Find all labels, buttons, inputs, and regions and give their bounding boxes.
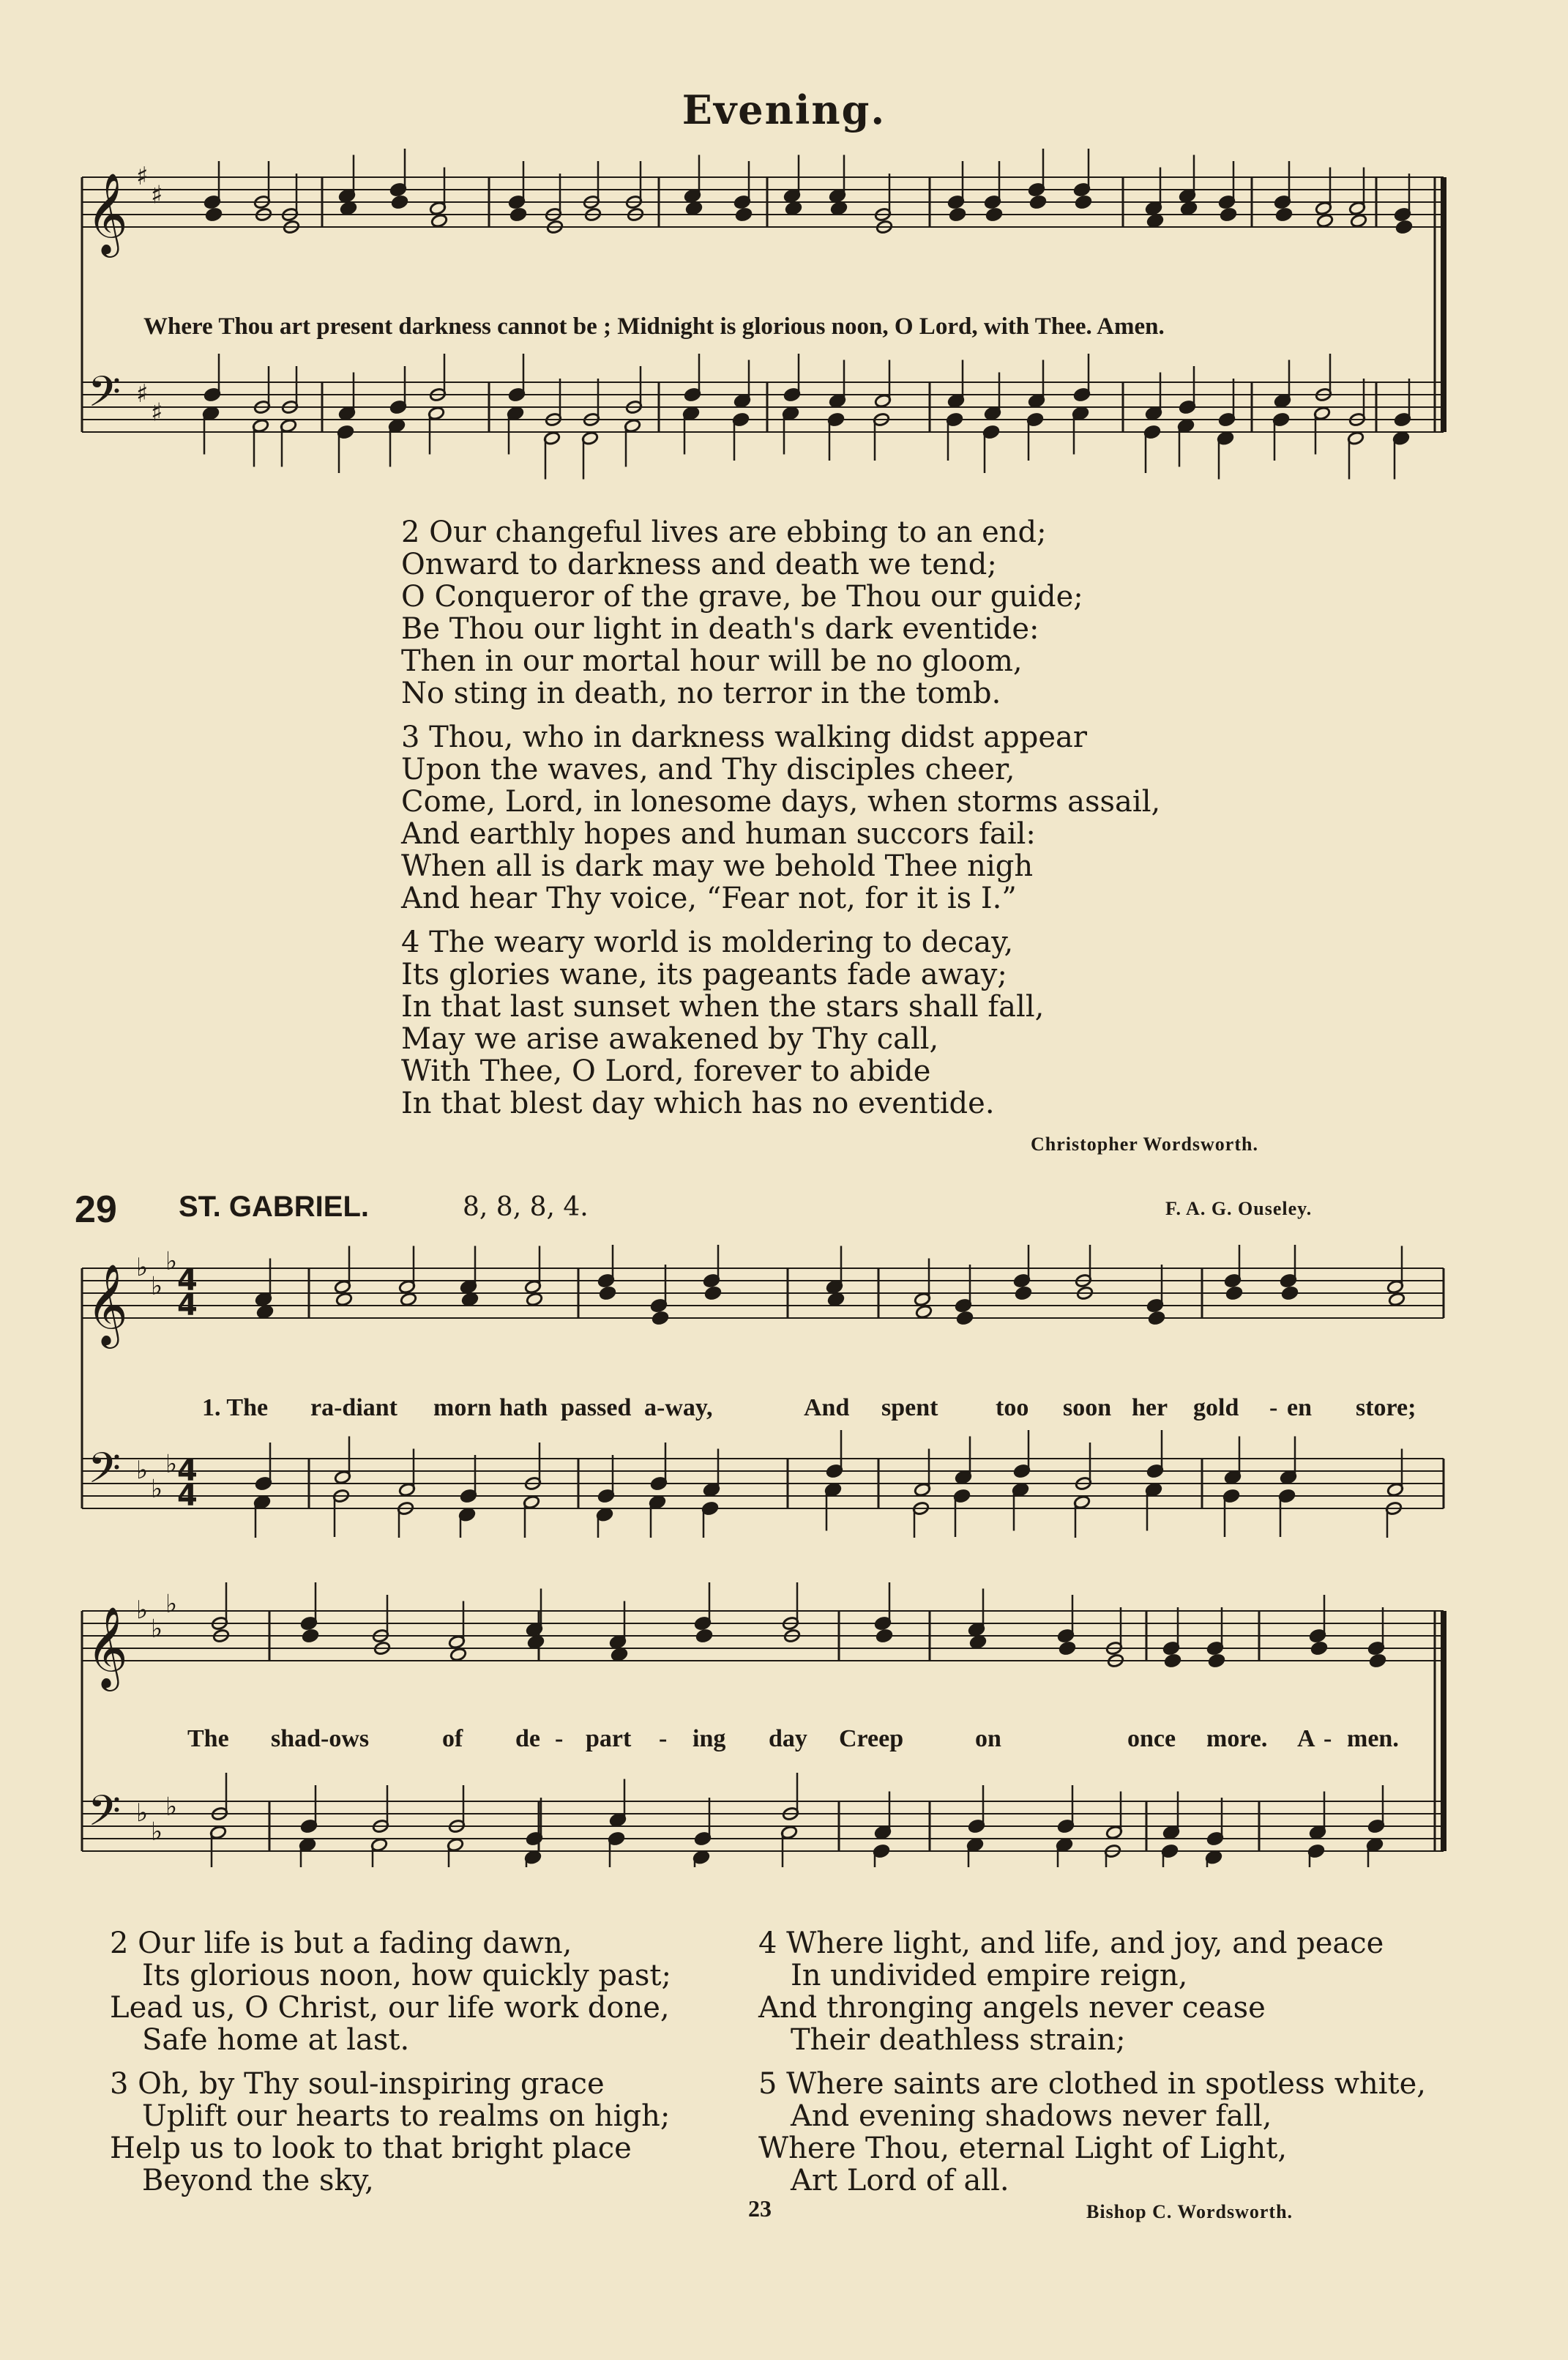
note-head	[1275, 207, 1293, 222]
lyric-syllable: morn	[433, 1394, 492, 1421]
verse-line: May we arise awakened by Thy call,	[401, 1022, 939, 1056]
lyric-syllable: gold	[1193, 1394, 1239, 1421]
hymn-author: Christopher Wordsworth.	[1031, 1134, 1258, 1155]
note-head	[205, 207, 223, 222]
lyric-syllable: once	[1127, 1725, 1176, 1752]
time-signature: 4	[177, 1479, 198, 1513]
key-signature-icon: ♭	[136, 1456, 149, 1485]
lyric-syllable: -	[1269, 1394, 1278, 1421]
composer: F. A. G. Ouseley.	[1165, 1198, 1313, 1219]
note-head	[391, 195, 408, 209]
verse-line: Art Lord of all.	[791, 2164, 1009, 2197]
lyric-syllable: spent	[881, 1394, 938, 1421]
verse-left-2	[110, 1927, 671, 2056]
lyric-syllable: hath	[499, 1394, 548, 1421]
lyric-syllable: her	[1132, 1394, 1168, 1421]
lyric-syllable: And	[804, 1394, 850, 1421]
verse-line: Then in our mortal hour will be no gloom,	[401, 644, 1023, 678]
key-signature-icon: ♯	[136, 162, 149, 191]
verse-line: And evening shadows never fall,	[791, 2099, 1272, 2133]
lyric-syllable: passed	[561, 1394, 632, 1421]
note-head	[652, 1311, 669, 1325]
hymn-lyric-line: Where Thou art present darkness cannot be ; Midnight is glorious noon, O Lord, with Thee. Amen.	[143, 313, 1165, 340]
bass-clef-icon: 𝄢	[88, 1786, 122, 1847]
lyric-syllable: -	[1324, 1725, 1332, 1752]
note-head	[785, 201, 802, 216]
verse-line: 2 Our life is but a fading dawn,	[110, 1927, 572, 1960]
verse-line: And hear Thy voice, “Fear not, for it is I.”	[401, 882, 1017, 915]
lyric-syllable: on	[975, 1725, 1001, 1752]
verse-line: And thronging angels never cease	[758, 1991, 1266, 2025]
key-signature-icon: ♭	[151, 1614, 163, 1644]
note-head	[949, 207, 966, 222]
note-head	[704, 1286, 722, 1300]
note-head	[915, 1305, 933, 1319]
verse-line: Beyond the sky,	[142, 2164, 374, 2197]
verse-line: O Conqueror of the grave, be Thou our guide;	[401, 580, 1083, 614]
verse-line: Onward to darkness and death we tend;	[401, 548, 997, 581]
key-signature-icon: ♭	[165, 1246, 178, 1276]
lyric-syllable: of	[442, 1725, 463, 1752]
note-head	[400, 1292, 417, 1307]
verse-line: Help us to look to that bright place	[110, 2132, 632, 2165]
lyric-syllable: part	[586, 1725, 632, 1752]
verse-left-3	[110, 2068, 670, 2197]
note-head	[1395, 220, 1413, 234]
note-head	[1059, 1641, 1076, 1656]
verse-block-2	[401, 516, 1083, 710]
key-signature-icon: ♯	[151, 398, 163, 428]
page-number: 23	[748, 2195, 772, 2222]
verse-line: In that last sunset when the stars shall fall,	[401, 990, 1045, 1024]
treble-clef-icon: 𝄞	[86, 172, 128, 254]
verse-line: Upon the waves, and Thy disciples cheer,	[401, 753, 1015, 786]
key-signature-icon: ♭	[151, 1271, 163, 1301]
verse-line: Come, Lord, in lonesome days, when storms assail,	[401, 785, 1161, 819]
time-signature: 4	[177, 1289, 198, 1322]
lyric-syllable: ra-diant	[310, 1394, 397, 1421]
note-head	[827, 1292, 845, 1307]
verse-line: Uplift our hearts to realms on high;	[142, 2099, 671, 2133]
note-head	[1388, 1292, 1405, 1307]
key-signature-icon: ♭	[151, 1817, 163, 1847]
bass-clef-icon: 𝄢	[88, 367, 122, 428]
note-head	[1075, 195, 1092, 209]
note-head	[1015, 1286, 1032, 1300]
note-head	[685, 201, 703, 216]
lyric-syllable: Creep	[839, 1725, 904, 1752]
treble-clef-icon: 𝄞	[86, 1263, 128, 1345]
verse-right-4	[758, 1927, 1384, 2056]
lyric-syllable: A	[1297, 1725, 1315, 1752]
note-head	[1164, 1653, 1181, 1668]
verse-right-5	[758, 2068, 1426, 2197]
note-head	[1029, 195, 1047, 209]
lyric-line-1	[0, 1394, 1568, 1426]
key-signature-icon: ♭	[165, 1589, 178, 1619]
note-head	[956, 1311, 974, 1325]
time-signature: 4	[177, 1264, 198, 1298]
lyric-line-2	[0, 1725, 1568, 1757]
verse-line: When all is dark may we behold Thee nigh	[401, 849, 1034, 883]
verse-line: In undivided empire reign,	[791, 1959, 1188, 1992]
note-head	[985, 207, 1003, 222]
verse-block-3	[401, 721, 1160, 915]
key-signature-icon: ♯	[151, 180, 163, 210]
note-head	[302, 1628, 319, 1643]
verse-line: No sting in death, no terror in the tomb.	[401, 677, 1001, 710]
verse-line: And earthly hopes and human succors fail:	[401, 817, 1036, 851]
key-signature-icon: ♭	[151, 1474, 163, 1504]
key-signature-icon: ♭	[165, 1449, 178, 1479]
lyric-syllable: 1. The	[202, 1394, 269, 1421]
hymn-number: 29	[75, 1188, 117, 1231]
verse-line: 3 Oh, by Thy soul-inspiring grace	[110, 2067, 605, 2101]
note-head	[1369, 1653, 1386, 1668]
note-head	[1148, 1311, 1165, 1325]
lyric-syllable: soon	[1063, 1394, 1112, 1421]
treble-clef-icon: 𝄞	[86, 1606, 128, 1688]
key-signature-icon: ♯	[136, 379, 149, 409]
key-signature-icon: ♭	[136, 1596, 149, 1625]
verse-line: 4 The weary world is moldering to decay,	[401, 926, 1014, 959]
verse-line: Where Thou, eternal Light of Light,	[758, 2132, 1288, 2165]
lyric-syllable: store;	[1356, 1394, 1416, 1421]
final-barline	[1441, 177, 1446, 432]
tune-name: ST. GABRIEL.	[179, 1191, 370, 1223]
note-head	[430, 214, 448, 228]
note-head	[695, 1628, 713, 1643]
key-signature-icon: ♭	[136, 1798, 149, 1828]
music-system-2	[0, 1245, 1568, 1538]
meter: 8, 8, 8, 4.	[463, 1192, 589, 1222]
verse-line: 2 Our changeful lives are ebbing to an end;	[401, 515, 1047, 549]
note-head	[1316, 214, 1334, 228]
lyric-syllable: day	[769, 1725, 807, 1752]
verse-line: With Thee, O Lord, forever to abide	[401, 1054, 931, 1088]
verse-block-4	[401, 926, 1044, 1120]
note-head	[969, 1635, 987, 1650]
verse-line: Their deathless strain;	[791, 2023, 1126, 2057]
lyric-syllable: de	[515, 1725, 540, 1752]
verse-line: Lead us, O Christ, our life work done,	[110, 1991, 670, 2025]
verse-line: Safe home at last.	[142, 2023, 410, 2057]
note-head	[340, 201, 357, 216]
note-head	[830, 201, 848, 216]
verse-line: 5 Where saints are clothed in spotless white,	[758, 2067, 1426, 2101]
verse-line: 3 Thou, who in darkness walking didst appear	[401, 721, 1087, 754]
verse-line: Its glorious noon, how quickly past;	[142, 1959, 671, 1992]
note-head	[509, 207, 527, 222]
note-head	[527, 1635, 545, 1650]
lyric-syllable: The	[187, 1725, 229, 1752]
note-head	[1281, 1286, 1299, 1300]
lyric-syllable: en	[1287, 1394, 1312, 1421]
note-head	[611, 1648, 628, 1662]
lyric-syllable: too	[996, 1394, 1029, 1421]
verse-line: 4 Where light, and life, and joy, and peace	[758, 1927, 1384, 1960]
lyric-syllable: -	[659, 1725, 668, 1752]
lyric-syllable: shad-ows	[271, 1725, 370, 1752]
key-signature-icon: ♭	[136, 1253, 149, 1282]
lyric-syllable: ing	[692, 1725, 726, 1752]
note-head	[335, 1292, 353, 1307]
lyric-syllable: men.	[1347, 1725, 1399, 1752]
lyric-syllable: a-way,	[644, 1394, 713, 1421]
note-head	[461, 1292, 479, 1307]
note-head	[876, 1628, 893, 1643]
note-head	[1146, 214, 1164, 228]
key-signature-icon: ♭	[165, 1792, 178, 1822]
verse-line: In that blest day which has no eventide.	[401, 1087, 995, 1120]
note-head	[1180, 201, 1198, 216]
verse-line: Be Thou our light in death's dark eventide:	[401, 612, 1039, 646]
note-head	[1220, 207, 1237, 222]
note-head	[256, 1305, 274, 1319]
lyric-syllable: more.	[1206, 1725, 1268, 1752]
bass-clef-icon: 𝄢	[88, 1443, 122, 1504]
note-head	[1225, 1286, 1243, 1300]
time-signature: 4	[177, 1454, 198, 1488]
note-head	[1208, 1653, 1225, 1668]
hymn2-author: Bishop C. Wordsworth.	[1086, 2201, 1293, 2222]
note-head	[526, 1292, 543, 1307]
music-system-3	[0, 1574, 1568, 1867]
note-head	[1310, 1641, 1328, 1656]
verse-line: Its glories wane, its pageants fade away;	[401, 958, 1007, 991]
note-head	[449, 1648, 467, 1662]
hymn-title: Evening.	[682, 86, 886, 133]
lyric-syllable: -	[555, 1725, 564, 1752]
note-head	[735, 207, 753, 222]
note-head	[599, 1286, 616, 1300]
note-head	[1350, 214, 1367, 228]
